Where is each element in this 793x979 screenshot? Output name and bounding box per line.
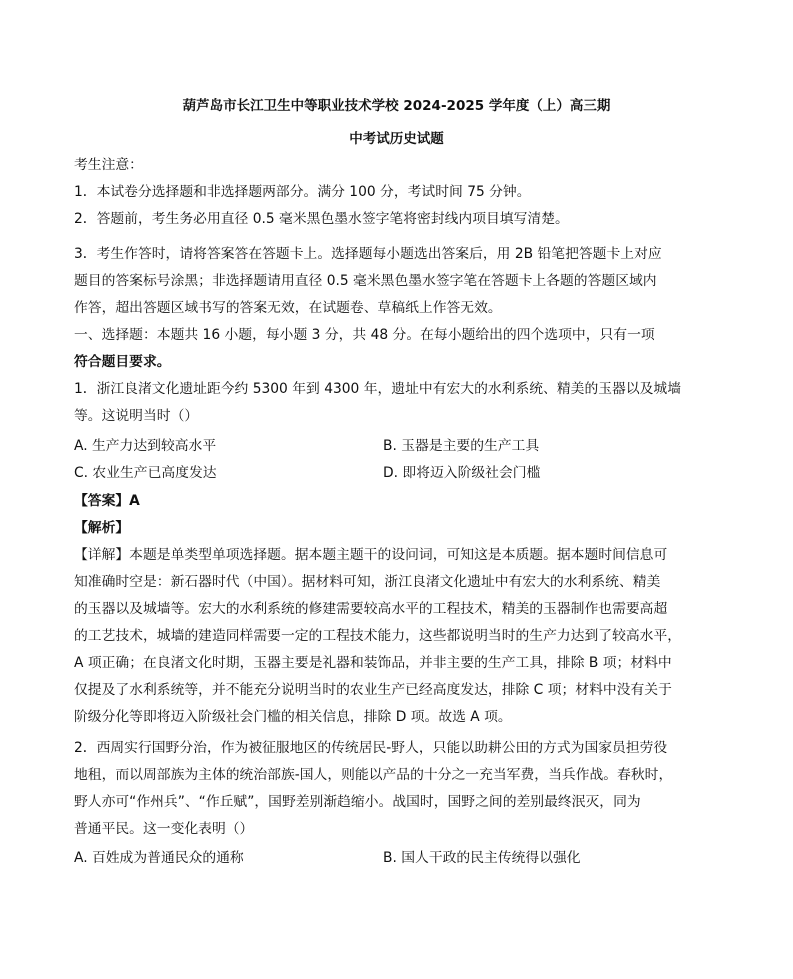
q2-option-a: A. 百姓成为普通民众的通称 (74, 850, 244, 866)
notice-item-3-line2: 题目的答案标号涂黑；非选择题请用直径 0.5 毫米黑色墨水签字笔在答题卡上各题的答题区域内 (74, 273, 657, 289)
q2-stem-line2: 地租，而以周部族为主体的统治部族-国人，则能以产品的十分之一充当军费，当兵作战。春秋时， (74, 767, 673, 783)
q1-detail-line1: 【详解】本题是单类型单项选择题。据本题主题干的设问词，可知这是本质题。据本题时间信息可 (74, 547, 668, 563)
q1-option-c: C. 农业生产已高度发达 (74, 465, 217, 481)
notice-heading: 考生注意： (74, 157, 143, 173)
exam-title-line2: 中考试历史试题 (349, 131, 444, 147)
q2-option-b: B. 国人干政的民主传统得以强化 (383, 850, 581, 866)
exam-title-line1: 葫芦岛市长江卫生中等职业技术学校 2024-2025 学年度（上）高三期 (182, 98, 611, 114)
q1-option-d: D. 即将迈入阶级社会门槛 (383, 465, 541, 481)
q1-stem-line2: 等。这说明当时（） (74, 408, 199, 424)
section1-heading-line1: 一、选择题：本题共 16 小题，每小题 3 分，共 48 分。在每小题给出的四个选项中，只有一项 (74, 327, 655, 343)
q1-detail-line4: 的工艺技术，城墙的建造同样需要一定的工程技术能力，这些都说明当时的生产力达到了较高水平， (74, 628, 682, 644)
notice-item-1: 1．本试卷分选择题和非选择题两部分。满分 100 分，考试时间 75 分钟。 (74, 184, 531, 200)
q2-stem-line4: 普通平民。这一变化表明（） (74, 821, 254, 837)
q1-option-b: B. 玉器是主要的生产工具 (383, 438, 540, 454)
q2-stem-line3: 野人亦可“作州兵”、“作丘赋”，国野差别渐趋缩小。战国时，国野之间的差别最终泯灭，同为 (74, 794, 641, 810)
q1-detail-line5: A 项正确；在良渚文化时期，玉器主要是礼器和装饰品，并非主要的生产工具，排除 B 项；材料中 (74, 655, 672, 671)
q1-detail-line3: 的玉器以及城墙等。宏大的水利系统的修建需要较高水平的工程技术，精美的玉器制作也需要高超 (74, 601, 668, 617)
q1-answer: 【答案】A (74, 493, 140, 509)
notice-item-3-line1: 3．考生作答时，请将答案答在答题卡上。选择题每小题选出答案后，用 2B 铅笔把答题卡上对应 (74, 246, 662, 262)
q1-detail-line7: 阶级分化等即将迈入阶级社会门槛的相关信息，排除 D 项。故选 A 项。 (74, 709, 512, 725)
notice-item-2: 2．答题前，考生务必用直径 0.5 毫米黑色墨水签字笔将密封线内项目填写清楚。 (74, 211, 569, 227)
q1-stem-line1: 1．浙江良渚文化遗址距今约 5300 年到 4300 年，遗址中有宏大的水利系统、精美的玉器以及城墙 (74, 381, 682, 397)
q2-stem-line1: 2．西周实行国野分治，作为被征服地区的传统居民-野人，只能以助耕公田的方式为国家员担劳役 (74, 740, 668, 756)
notice-item-3-line3: 作答，超出答题区域书写的答案无效，在试题卷、草稿纸上作答无效。 (74, 300, 502, 316)
q1-detail-line6: 仅提及了水利系统等，并不能充分说明当时的农业生产已经高度发达，排除 C 项；材料中没有关于 (74, 682, 672, 698)
q1-analysis-label: 【解析】 (74, 520, 130, 536)
q1-option-a: A. 生产力达到较高水平 (74, 438, 217, 454)
section1-heading-line2: 符合题目要求。 (74, 354, 171, 370)
q1-detail-line2: 知准确时空是：新石器时代（中国）。据材料可知，浙江良渚文化遗址中有宏大的水利系统、精美 (74, 574, 661, 590)
